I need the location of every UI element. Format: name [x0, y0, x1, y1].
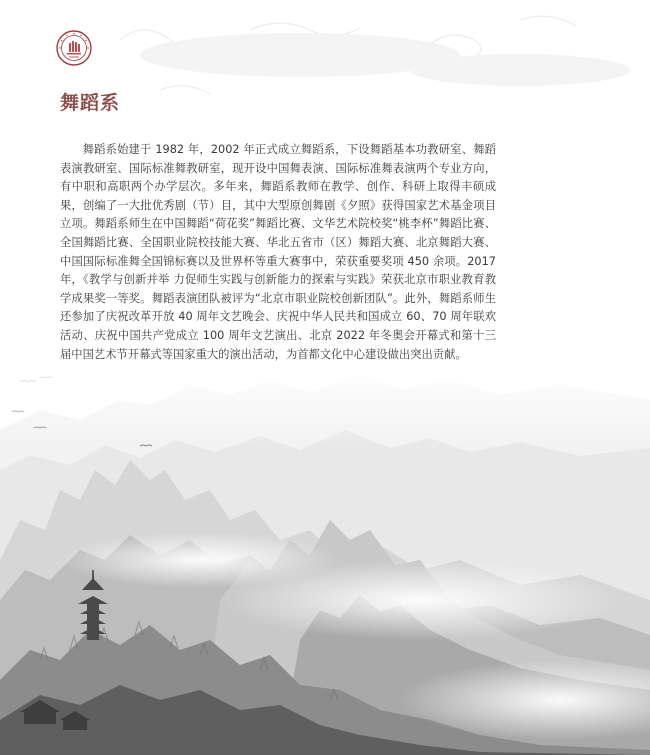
- college-seal-icon: [56, 30, 92, 66]
- college-seal-logo: [56, 30, 92, 66]
- section-body-paragraph: 舞蹈系始建于 1982 年，2002 年正式成立舞蹈系，下设舞蹈基本功教研室、舞蹈表演教研室、国际标准舞教研室，现开设中国舞表演、国际标准舞表演两个专业方向，有中职和高职两个办学层次。多年来，舞蹈系教师在教学、创作、科研上取得丰硕成果，创编了一大批优秀剧（节）目，其中大型原创舞剧《夕照》获得国家艺术基金项目立项。舞蹈系师生在中国舞蹈“荷花奖”舞蹈比赛、文华艺术院校奖“桃李杯”舞蹈比赛、全国舞蹈比赛、全国职业院校技能大赛、华北五省市（区）舞蹈大赛、北京舞蹈大赛、中国国际标准舞全国锦标赛以及世界杯等重大赛事中，荣获重要奖项 450 余项。2017 年，《教学与创新并举 力促师生实践与创新能力的探索与实践》荣获北京市职业教育教学成果奖一等奖。舞蹈表演团队被评为“北京市职业院校创新团队”。此外，舞蹈系师生还参加了庆祝改革开放 40 周年文艺晚会、庆祝中华人民共和国成立 60、70 周年联欢活动、庆祝中国共产党成立 100 周年文艺演出、北京 2022 年冬奥会开幕式和第十三届中国艺术节开幕式等国家重大的演出活动，为首都文化中心建设做出突出贡献。: [60, 143, 496, 361]
- section-title: 舞蹈系: [60, 92, 121, 114]
